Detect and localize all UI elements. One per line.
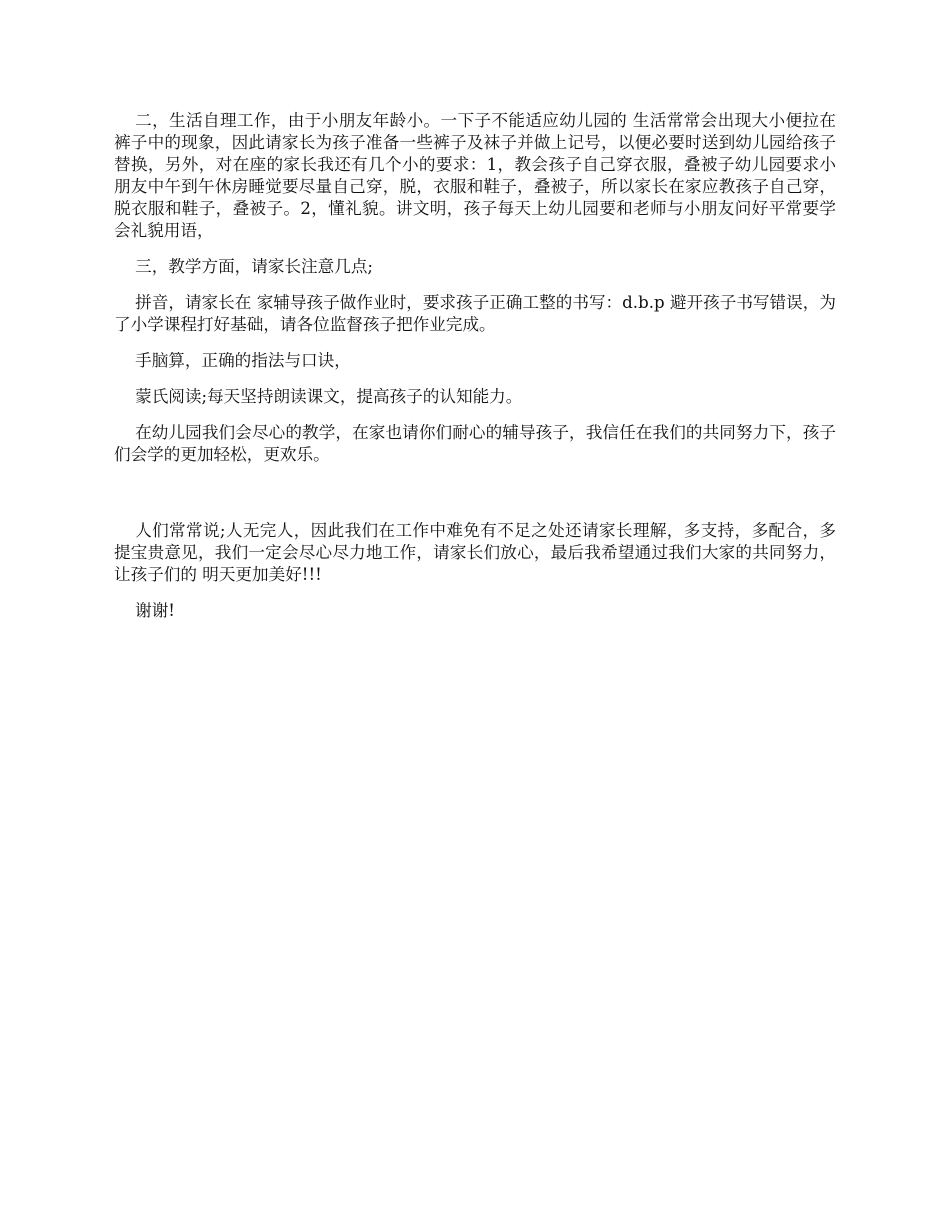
paragraph-mental-math: 手脑算，正确的指法与口诀， — [135, 351, 351, 370]
paragraph-teaching-heading: 三，教学方面，请家长注意几点; — [135, 257, 374, 276]
paragraph-pinyin: 拼音，请家长在 家辅导孩子做作业时，要求孩子正确工整的书写：d.b.p 避开孩子书写错误，为了小学课程打好基础，请各位监督孩子把作业完成。 — [114, 293, 836, 334]
document-page — [114, 110, 836, 636]
paragraph-self-care: 二，生活自理工作，由于小朋友年龄小。一下子不能适应幼儿园的 生活常常会出现大小便拉在裤子中的现象，因此请家长为孩子准备一些裤子及袜子并做上记号，以便必要时送到幼儿园给孩子替换，另外，对在座的家长我还有几个小的要求：1，教会孩子自己穿衣服，叠被子幼儿园要求小朋友中午到午休房睡觉要尽量自己穿，脱，衣服和鞋子，叠被子，所以家长在家应教孩子自己穿，脱衣服和鞋子，叠被子。2，懂礼貌。讲文明，孩子每天上幼儿园要和老师与小朋友问好平常要学会礼貌用语， — [114, 111, 836, 240]
paragraph-thanks: 谢谢! — [135, 601, 175, 620]
paragraph-closing-remarks: 人们常常说;人无完人，因此我们在工作中难免有不足之处还请家长理解，多支持，多配合，多提宝贵意见，我们一定会尽心尽力地工作，请家长们放心，最后我希望通过我们大家的共同努力，让孩子们的 明天更加美好!!! — [114, 521, 836, 584]
paragraph-kindergarten-teaching: 在幼儿园我们会尽心的教学，在家也请你们耐心的辅导孩子，我信任在我们的共同努力下，孩子们会学的更加轻松，更欢乐。 — [114, 423, 836, 464]
blank-spacer — [114, 480, 836, 520]
paragraph-reading: 蒙氏阅读;每天坚持朗读课文，提高孩子的认知能力。 — [135, 387, 523, 406]
